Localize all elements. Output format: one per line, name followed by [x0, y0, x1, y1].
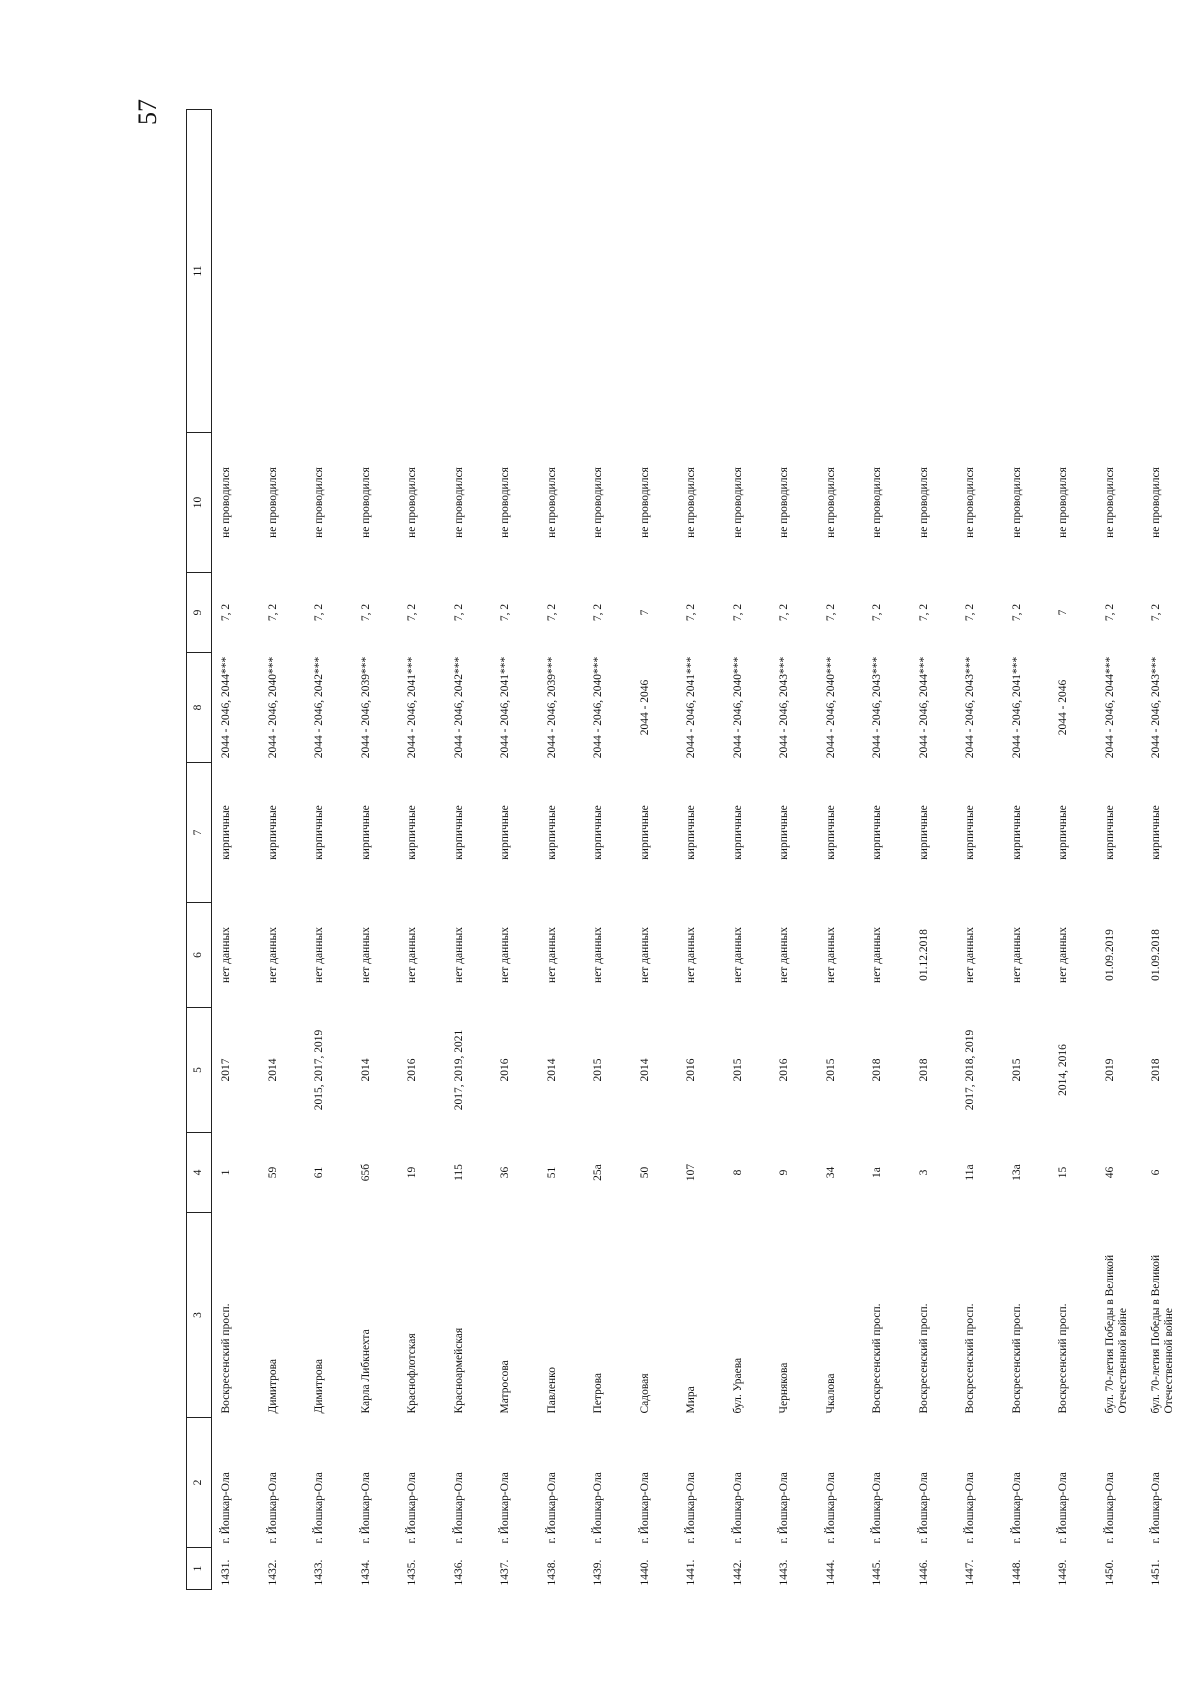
rotated-table-container [186, 110, 1176, 1590]
column-11-cell [724, 110, 771, 433]
city-cell: г. Йошкар-Ола [452, 1472, 465, 1544]
wall-material-cell: кирпичные [778, 805, 790, 860]
date-cell: нет данных [685, 927, 697, 983]
column-11-cell [212, 110, 259, 433]
years-cell: 2016 [685, 1058, 697, 1082]
wall-material-cell: кирпичные [452, 805, 465, 860]
column-header-8: 8 [187, 653, 212, 763]
column-11-cell [1142, 110, 1189, 433]
column-9-cell: 7, 2 [545, 603, 558, 622]
period-cell: 2044 - 2046, 2044*** [917, 656, 930, 759]
status-cell: не проводился [313, 467, 325, 538]
table-header-row [187, 110, 212, 1590]
table-row [724, 110, 771, 1590]
column-9-cell: 7, 2 [452, 603, 465, 622]
years-cell: 2014, 2016 [1057, 1044, 1069, 1096]
house-number-cell: 8 [731, 1169, 744, 1176]
wall-material-cell: кирпичные [592, 805, 604, 860]
city-cell: г. Йошкар-Ола [592, 1472, 604, 1544]
wall-material-cell: кирпичные [1103, 805, 1116, 860]
row-number-cell: 1447. [964, 1559, 976, 1586]
status-cell: не проводился [545, 467, 558, 538]
period-cell: 2044 - 2046 [638, 679, 651, 736]
column-9-cell: 7, 2 [685, 603, 697, 622]
city-cell: г. Йошкар-Ола [220, 1472, 232, 1544]
city-cell: г. Йошкар-Ола [1103, 1472, 1116, 1544]
column-9-cell: 7, 2 [1010, 603, 1023, 622]
period-cell: 2044 - 2046, 2039*** [359, 656, 372, 759]
date-cell: нет данных [499, 927, 511, 983]
city-cell: г. Йошкар-Ола [638, 1472, 651, 1544]
period-cell: 2044 - 2046, 2041*** [406, 656, 418, 759]
column-9-cell: 7, 2 [731, 603, 744, 622]
period-cell: 2044 - 2046 [1057, 679, 1069, 736]
date-cell: нет данных [1057, 927, 1069, 983]
period-cell: 2044 - 2046, 2043*** [871, 656, 883, 759]
column-11-cell [305, 110, 352, 433]
wall-material-cell: кирпичные [359, 805, 372, 860]
date-cell: нет данных [359, 927, 372, 983]
column-11-cell [817, 110, 864, 433]
row-number-cell: 1443. [778, 1559, 790, 1586]
row-number-cell: 1434. [359, 1559, 372, 1586]
period-cell: 2044 - 2046, 2040*** [824, 656, 837, 759]
house-number-cell: 1а [871, 1167, 883, 1178]
city-cell: г. Йошкар-Ола [917, 1472, 930, 1544]
date-cell: нет данных [871, 927, 883, 983]
status-cell: не проводился [778, 467, 790, 538]
date-cell: нет данных [638, 927, 651, 983]
status-cell: не проводился [406, 467, 418, 538]
column-header-7: 7 [187, 763, 212, 903]
table-row [1049, 110, 1096, 1590]
street-cell: Димитрова [313, 1359, 325, 1414]
row-number-cell: 1438. [545, 1559, 558, 1586]
status-cell: не проводился [685, 467, 697, 538]
wall-material-cell: кирпичные [1010, 805, 1023, 860]
date-cell: нет данных [266, 927, 279, 983]
status-cell: не проводился [964, 467, 976, 538]
column-11-cell [352, 110, 399, 433]
status-cell: не проводился [731, 467, 744, 538]
city-cell: г. Йошкар-Ола [313, 1472, 325, 1544]
date-cell: нет данных [220, 927, 232, 983]
table-row [584, 110, 631, 1590]
period-cell: 2044 - 2046, 2044*** [220, 656, 232, 759]
street-cell: Чкалова [824, 1373, 837, 1414]
column-header-5: 5 [187, 1008, 212, 1133]
table-row [677, 110, 724, 1590]
city-cell: г. Йошкар-Ола [871, 1472, 883, 1544]
column-9-cell: 7, 2 [917, 603, 930, 622]
years-cell: 2015, 2017, 2019 [313, 1029, 325, 1111]
years-cell: 2017 [220, 1058, 232, 1082]
table-row [398, 110, 445, 1590]
status-cell: не проводился [1103, 467, 1116, 538]
house-number-cell: 65б [359, 1163, 372, 1182]
column-9-cell: 7, 2 [871, 603, 883, 622]
house-number-cell: 46 [1103, 1166, 1116, 1179]
street-cell: Воскресенский просп. [1057, 1303, 1069, 1414]
wall-material-cell: кирпичные [824, 805, 837, 860]
city-cell: г. Йошкар-Ола [359, 1472, 372, 1544]
date-cell: нет данных [406, 927, 418, 983]
row-number-cell: 1440. [638, 1559, 651, 1586]
row-number-cell: 1442. [731, 1559, 744, 1586]
period-cell: 2044 - 2046, 2043*** [1150, 656, 1162, 759]
table-row [491, 110, 538, 1590]
street-cell: Садовая [638, 1373, 651, 1414]
column-11-cell [770, 110, 817, 433]
city-cell: г. Йошкар-Ола [266, 1472, 279, 1544]
date-cell: нет данных [731, 927, 744, 983]
column-9-cell: 7, 2 [824, 603, 837, 622]
period-cell: 2044 - 2046, 2041*** [499, 656, 511, 759]
street-cell: Мира [685, 1386, 697, 1414]
house-number-cell: 3 [917, 1169, 930, 1176]
city-cell: г. Йошкар-Ола [406, 1472, 418, 1544]
house-number-cell: 50 [638, 1166, 651, 1179]
column-11-cell [491, 110, 538, 433]
years-cell: 2018 [917, 1058, 930, 1082]
column-9-cell: 7, 2 [964, 603, 976, 622]
street-cell: Димитрова [266, 1359, 279, 1414]
row-number-cell: 1445. [871, 1559, 883, 1586]
status-cell: не проводился [917, 467, 930, 538]
date-cell: 01.12.2018 [917, 929, 930, 981]
status-cell: не проводился [499, 467, 511, 538]
years-cell: 2014 [266, 1058, 279, 1082]
table-row [863, 110, 910, 1590]
house-number-cell: 59 [266, 1166, 279, 1179]
table-row [910, 110, 957, 1590]
street-cell: Краснофлотская [406, 1333, 418, 1414]
row-number-cell: 1449. [1057, 1559, 1069, 1586]
row-number-cell: 1446. [917, 1559, 930, 1586]
date-cell: нет данных [313, 927, 325, 983]
column-9-cell: 7, 2 [313, 603, 325, 622]
row-number-cell: 1436. [452, 1559, 465, 1586]
house-number-cell: 11а [964, 1164, 976, 1181]
table-row [1142, 110, 1189, 1590]
column-11-cell [677, 110, 724, 433]
wall-material-cell: кирпичные [545, 805, 558, 860]
row-number-cell: 1437. [499, 1559, 511, 1586]
wall-material-cell: кирпичные [1057, 805, 1069, 860]
column-9-cell: 7, 2 [592, 603, 604, 622]
years-cell: 2016 [406, 1058, 418, 1082]
column-header-9: 9 [187, 573, 212, 653]
city-cell: г. Йошкар-Ола [685, 1472, 697, 1544]
table-row [1003, 110, 1050, 1590]
years-cell: 2014 [359, 1058, 372, 1082]
table-row [770, 110, 817, 1590]
page-number: 57 [133, 99, 162, 125]
date-cell: нет данных [592, 927, 604, 983]
house-number-cell: 51 [545, 1166, 558, 1179]
table-row [352, 110, 399, 1590]
table-row [259, 110, 306, 1590]
years-cell: 2014 [638, 1058, 651, 1082]
row-number-cell: 1439. [592, 1559, 604, 1586]
column-header-10: 10 [187, 433, 212, 573]
date-cell: нет данных [1010, 927, 1023, 983]
years-cell: 2015 [824, 1058, 837, 1082]
city-cell: г. Йошкар-Ола [1057, 1472, 1069, 1544]
column-11-cell [538, 110, 585, 433]
column-11-cell [398, 110, 445, 433]
column-9-cell: 7, 2 [359, 603, 372, 622]
street-cell: Чернякова [778, 1362, 790, 1414]
years-cell: 2016 [778, 1058, 790, 1082]
row-number-cell: 1444. [824, 1559, 837, 1586]
table-row [1096, 110, 1143, 1590]
wall-material-cell: кирпичные [731, 805, 744, 860]
table-body [212, 110, 1189, 1590]
house-number-cell: 9 [778, 1169, 790, 1176]
housing-table [186, 109, 1189, 1590]
years-cell: 2019 [1103, 1058, 1116, 1082]
years-cell: 2018 [1150, 1058, 1162, 1082]
wall-material-cell: кирпичные [220, 805, 232, 860]
status-cell: не проводился [266, 467, 279, 538]
date-cell: нет данных [452, 927, 465, 983]
date-cell: 01.09.2019 [1103, 929, 1116, 981]
house-number-cell: 6 [1150, 1169, 1162, 1176]
column-header-4: 4 [187, 1133, 212, 1213]
wall-material-cell: кирпичные [266, 805, 279, 860]
row-number-cell: 1435. [406, 1559, 418, 1586]
period-cell: 2044 - 2046, 2041*** [1010, 656, 1023, 759]
wall-material-cell: кирпичные [685, 805, 697, 860]
column-9-cell: 7, 2 [1150, 603, 1162, 622]
house-number-cell: 115 [452, 1164, 465, 1181]
column-11-cell [584, 110, 631, 433]
table-row [538, 110, 585, 1590]
years-cell: 2016 [499, 1058, 511, 1082]
period-cell: 2044 - 2046, 2040*** [592, 656, 604, 759]
status-cell: не проводился [220, 467, 232, 538]
street-cell: бул. Ураева [731, 1357, 744, 1414]
house-number-cell: 107 [685, 1163, 697, 1182]
column-header-2: 2 [187, 1418, 212, 1548]
status-cell: не проводился [359, 467, 372, 538]
city-cell: г. Йошкар-Ола [964, 1472, 976, 1544]
street-cell: Воскресенский просп. [1010, 1303, 1023, 1414]
column-9-cell: 7, 2 [406, 603, 418, 622]
status-cell: не проводился [452, 467, 465, 538]
period-cell: 2044 - 2046, 2044*** [1103, 656, 1116, 759]
date-cell: нет данных [964, 927, 976, 983]
column-11-cell [259, 110, 306, 433]
column-11-cell [956, 110, 1003, 433]
column-header-3: 3 [187, 1213, 212, 1418]
column-11-cell [1049, 110, 1096, 433]
years-cell: 2017, 2018, 2019 [964, 1029, 976, 1111]
years-cell: 2015 [731, 1058, 744, 1082]
column-9-cell: 7, 2 [1103, 603, 1116, 622]
wall-material-cell: кирпичные [1150, 805, 1162, 860]
period-cell: 2044 - 2046, 2040*** [731, 656, 744, 759]
street-cell: бул. 70-летия Победы в Великой Отечественной войне [1150, 1254, 1176, 1414]
city-cell: г. Йошкар-Ола [545, 1472, 558, 1544]
column-9-cell: 7, 2 [778, 603, 790, 622]
street-cell: Воскресенский просп. [917, 1303, 930, 1414]
date-cell: нет данных [824, 927, 837, 983]
column-header-1: 1 [187, 1548, 212, 1590]
city-cell: г. Йошкар-Ола [499, 1472, 511, 1544]
status-cell: не проводился [871, 467, 883, 538]
column-9-cell: 7, 2 [266, 603, 279, 622]
status-cell: не проводился [1057, 467, 1069, 538]
column-11-cell [863, 110, 910, 433]
street-cell: Красноармейская [452, 1327, 465, 1414]
status-cell: не проводился [1010, 467, 1023, 538]
years-cell: 2015 [1010, 1058, 1023, 1082]
column-11-cell [910, 110, 957, 433]
table-row [445, 110, 492, 1590]
street-cell: бул. 70-летия Победы в Великой Отечественной войне [1103, 1254, 1129, 1414]
house-number-cell: 36 [499, 1166, 511, 1179]
status-cell: не проводился [638, 467, 651, 538]
street-cell: Павленко [545, 1367, 558, 1414]
wall-material-cell: кирпичные [406, 805, 418, 860]
house-number-cell: 13а [1010, 1164, 1023, 1181]
row-number-cell: 1433. [313, 1559, 325, 1586]
period-cell: 2044 - 2046, 2043*** [964, 656, 976, 759]
years-cell: 2017, 2019, 2021 [452, 1029, 465, 1111]
period-cell: 2044 - 2046, 2042*** [313, 656, 325, 759]
table-row [212, 110, 259, 1590]
years-cell: 2018 [871, 1058, 883, 1082]
row-number-cell: 1451. [1150, 1559, 1162, 1586]
table-row [956, 110, 1003, 1590]
column-11-cell [1096, 110, 1143, 433]
house-number-cell: 61 [313, 1166, 325, 1179]
years-cell: 2015 [592, 1058, 604, 1082]
city-cell: г. Йошкар-Ола [731, 1472, 744, 1544]
house-number-cell: 15 [1057, 1166, 1069, 1179]
period-cell: 2044 - 2046, 2039*** [545, 656, 558, 759]
street-cell: Матросова [499, 1360, 511, 1414]
street-cell: Карла Либкнехта [359, 1329, 372, 1414]
column-9-cell: 7, 2 [220, 603, 232, 622]
house-number-cell: 1 [220, 1169, 232, 1176]
period-cell: 2044 - 2046, 2040*** [266, 656, 279, 759]
status-cell: не проводился [824, 467, 837, 538]
date-cell: 01.09.2018 [1150, 929, 1162, 981]
house-number-cell: 25а [592, 1164, 604, 1181]
row-number-cell: 1441. [685, 1559, 697, 1586]
row-number-cell: 1431. [220, 1559, 232, 1586]
column-9-cell: 7, 2 [499, 603, 511, 622]
column-9-cell: 7 [638, 609, 651, 616]
years-cell: 2014 [545, 1058, 558, 1082]
street-cell: Петрова [592, 1373, 604, 1414]
status-cell: не проводился [1150, 467, 1162, 538]
city-cell: г. Йошкар-Ола [1010, 1472, 1023, 1544]
table-row [817, 110, 864, 1590]
street-cell: Воскресенский просп. [220, 1303, 232, 1414]
wall-material-cell: кирпичные [638, 805, 651, 860]
house-number-cell: 34 [824, 1166, 837, 1179]
city-cell: г. Йошкар-Ола [778, 1472, 790, 1544]
row-number-cell: 1450. [1103, 1559, 1116, 1586]
column-11-cell [445, 110, 492, 433]
wall-material-cell: кирпичные [313, 805, 325, 860]
column-9-cell: 7 [1057, 609, 1069, 616]
column-11-cell [1003, 110, 1050, 433]
period-cell: 2044 - 2046, 2041*** [685, 656, 697, 759]
row-number-cell: 1432. [266, 1559, 279, 1586]
city-cell: г. Йошкар-Ола [824, 1472, 837, 1544]
street-cell: Воскресенский просп. [871, 1303, 883, 1414]
period-cell: 2044 - 2046, 2042*** [452, 656, 465, 759]
date-cell: нет данных [545, 927, 558, 983]
street-cell: Воскресенский просп. [964, 1303, 976, 1414]
city-cell: г. Йошкар-Ола [1150, 1472, 1162, 1544]
wall-material-cell: кирпичные [964, 805, 976, 860]
column-11-cell [631, 110, 678, 433]
wall-material-cell: кирпичные [871, 805, 883, 860]
date-cell: нет данных [778, 927, 790, 983]
row-number-cell: 1448. [1010, 1559, 1023, 1586]
table-row [305, 110, 352, 1590]
period-cell: 2044 - 2046, 2043*** [778, 656, 790, 759]
column-header-6: 6 [187, 903, 212, 1008]
status-cell: не проводился [592, 467, 604, 538]
wall-material-cell: кирпичные [917, 805, 930, 860]
wall-material-cell: кирпичные [499, 805, 511, 860]
house-number-cell: 19 [406, 1166, 418, 1179]
table-row [631, 110, 678, 1590]
column-header-11: 11 [187, 110, 212, 433]
